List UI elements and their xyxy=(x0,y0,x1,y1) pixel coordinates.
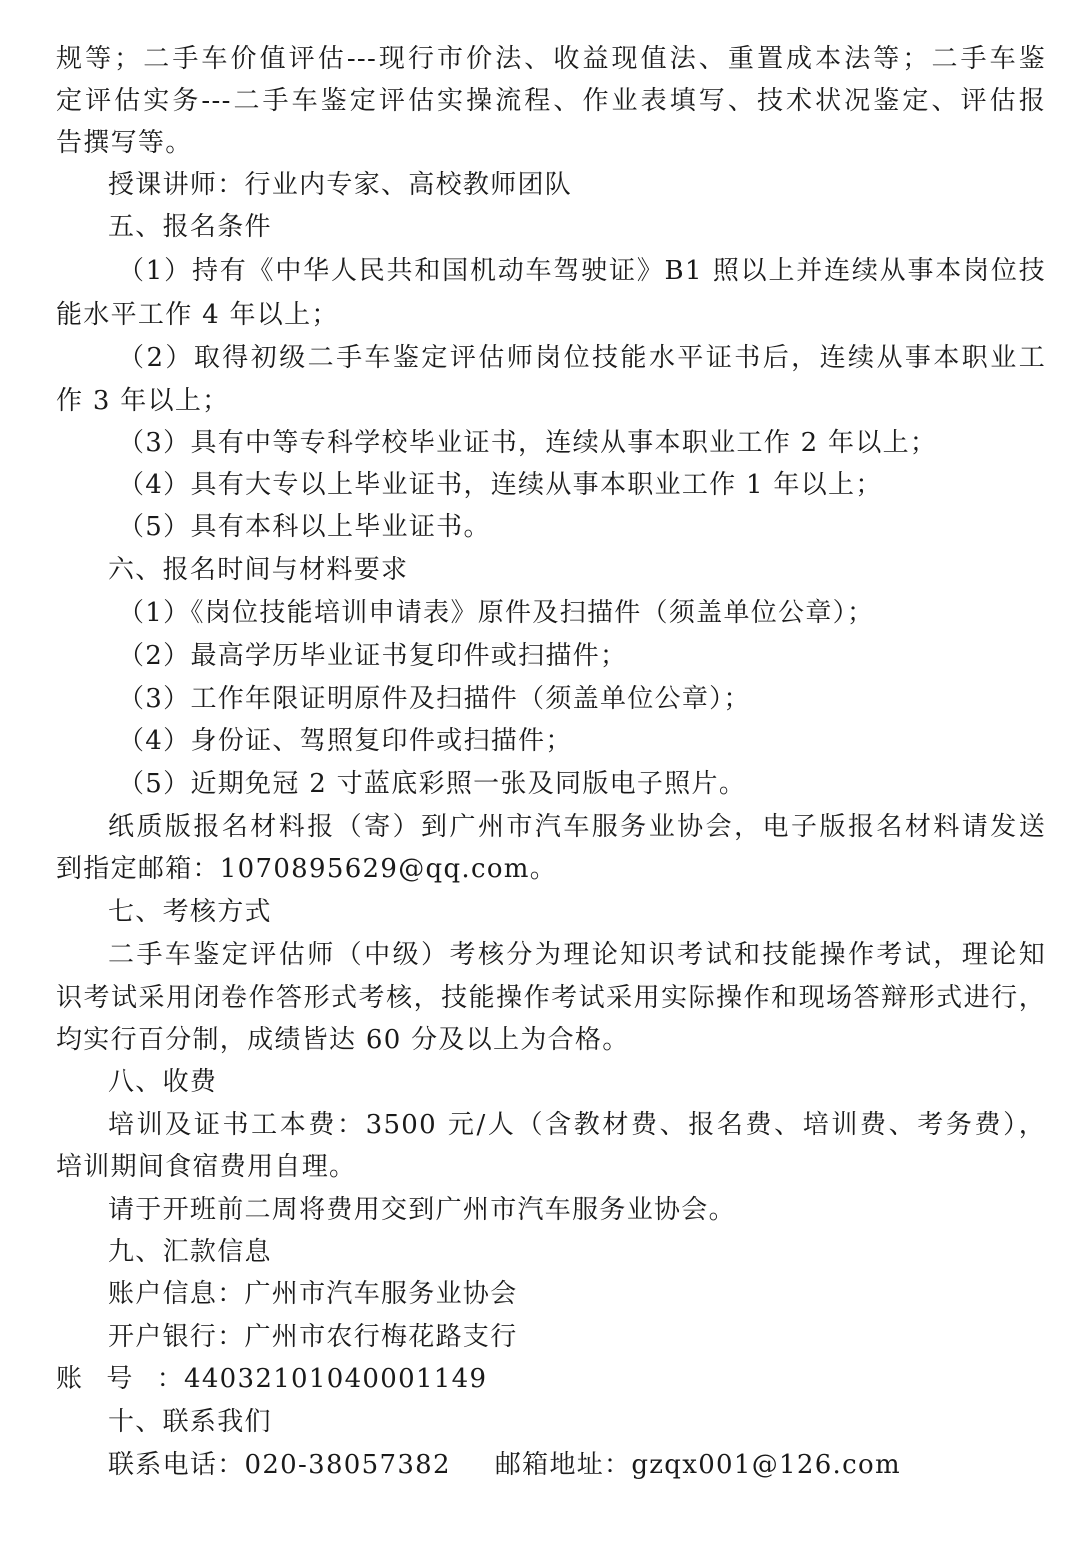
section-8-heading: 八、收费 xyxy=(108,1067,218,1097)
condition-2-line-2: 作 3 年以上； xyxy=(56,386,230,416)
contact-email: 邮箱地址：gzqx001@126.com xyxy=(494,1450,901,1480)
intro-line-2: 定评估实务---二手车鉴定评估实操流程、作业表填写、技术状况鉴定、评估报 xyxy=(56,86,1046,116)
condition-5: （5）具有本科以上毕业证书。 xyxy=(118,512,491,542)
account-number-label: 账号： xyxy=(56,1364,184,1394)
submission-note-line-1: 纸质版报名材料报（寄）到广州市汽车服务业协会，电子版报名材料请发送 xyxy=(108,812,1046,842)
material-2: （2）最高学历毕业证书复印件或扫描件； xyxy=(118,641,628,671)
submission-note-line-2: 到指定邮箱：1070895629@qq.com。 xyxy=(56,854,558,884)
section-9-heading: 九、汇款信息 xyxy=(108,1237,272,1267)
condition-4: （4）具有大专以上毕业证书，连续从事本职业工作 1 年以上； xyxy=(118,470,883,500)
fee-line-1: 培训及证书工本费：3500 元/人（含教材费、报名费、培训费、考务费）， xyxy=(108,1110,1046,1140)
assessment-line-3: 均实行百分制，成绩皆达 60 分及以上为合格。 xyxy=(56,1025,630,1055)
assessment-line-1: 二手车鉴定评估师（中级）考核分为理论知识考试和技能操作考试，理论知 xyxy=(108,940,1046,970)
fee-line-2: 培训期间食宿费用自理。 xyxy=(56,1152,357,1182)
section-10-heading: 十、联系我们 xyxy=(108,1407,272,1437)
material-5: （5）近期免冠 2 寸蓝底彩照一张及同版电子照片。 xyxy=(118,769,747,799)
assessment-line-2: 识考试采用闭卷作答形式考核，技能操作考试采用实际操作和现场答辩形式进行， xyxy=(56,983,1046,1013)
contact-row xyxy=(108,1444,1046,1486)
condition-2-line-1: （2）取得初级二手车鉴定评估师岗位技能水平证书后，连续从事本职业工 xyxy=(118,343,1046,373)
material-3: （3）工作年限证明原件及扫描件（须盖单位公章）； xyxy=(118,684,751,714)
condition-1-line-2: 能水平工作 4 年以上； xyxy=(56,300,339,330)
account-info: 账户信息：广州市汽车服务业协会 xyxy=(108,1279,518,1309)
material-1: （1）《岗位技能培训申请表》原件及扫描件（须盖单位公章）； xyxy=(118,598,875,628)
intro-line-3: 告撰写等。 xyxy=(56,128,193,158)
contact-phone: 联系电话：020-38057382 xyxy=(108,1450,451,1480)
account-number-row xyxy=(56,1358,1046,1400)
condition-3: （3）具有中等专科学校毕业证书，连续从事本职业工作 2 年以上； xyxy=(118,428,938,458)
teacher-line: 授课讲师：行业内专家、高校教师团队 xyxy=(108,170,573,200)
account-number: 44032101040001149 xyxy=(184,1364,488,1394)
section-7-heading: 七、考核方式 xyxy=(108,897,272,927)
section-5-heading: 五、报名条件 xyxy=(108,212,272,242)
payment-note: 请于开班前二周将费用交到广州市汽车服务业协会。 xyxy=(108,1195,736,1225)
intro-line-1: 规等；二手车价值评估---现行市价法、收益现值法、重置成本法等；二手车鉴 xyxy=(56,44,1046,74)
material-4: （4）身份证、驾照复印件或扫描件； xyxy=(118,726,573,756)
section-6-heading: 六、报名时间与材料要求 xyxy=(108,555,409,585)
bank-info: 开户银行：广州市农行梅花路支行 xyxy=(108,1322,518,1352)
condition-1-line-1: （1）持有《中华人民共和国机动车驾驶证》B1 照以上并连续从事本岗位技 xyxy=(118,256,1046,286)
